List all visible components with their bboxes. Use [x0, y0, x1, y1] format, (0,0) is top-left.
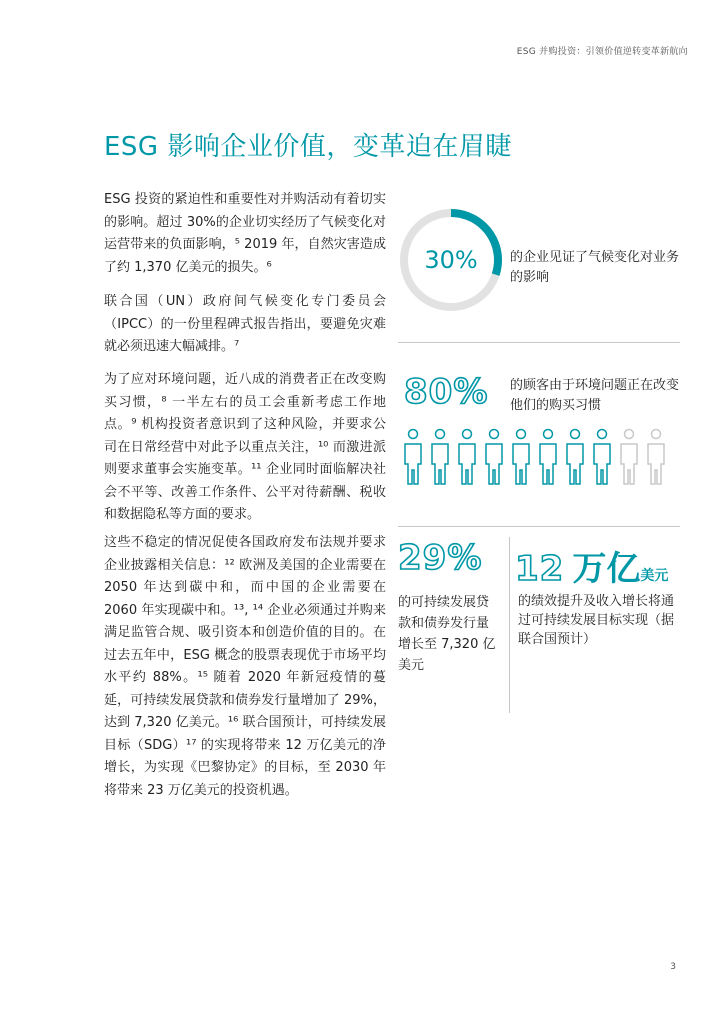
divider	[398, 526, 680, 527]
person-icon-filled	[402, 428, 424, 486]
paragraph-esg-urgency	[104, 189, 386, 279]
person-icon-filled	[483, 428, 505, 486]
vertical-divider	[509, 537, 510, 713]
sdg-stat-value	[515, 541, 668, 590]
divider	[398, 342, 680, 343]
consumer-stat-description: 的顾客由于环境问题正在改变他们的购买习惯	[510, 378, 680, 413]
person-icon-empty	[618, 428, 640, 486]
people-pictogram	[402, 428, 667, 486]
paragraph-text: 为了应对环境问题，近八成的消费者正在改变购买习惯，⁸ 一半左右的员工会重新考虑工作地点。⁹ 机构投资者意识到了这种风险，并要求公司在日常经营中对此予以重点关注，¹⁰ 而激进派则要求董事会实施变革。¹¹ 企业同时面临解决社会不平等、改善工作条件、公平对待薪酬、税收和数据隐私等方面的要求。	[104, 372, 386, 522]
sdg-stat-currency: 美元	[640, 568, 669, 584]
progress-ring-30	[398, 207, 504, 313]
loan-stat-description: 的可持续发展贷款和债券发行量增长至 7,320 亿美元	[398, 595, 496, 673]
person-icon-empty	[645, 428, 667, 486]
paragraph-text: ESG 投资的紧迫性和重要性对并购活动有着切实的影响。超过 30%的企业切实经历了气候变化对运营带来的负面影响，⁵ 2019 年，自然灾害造成了约 1,370 亿美元的损失。⁶	[104, 192, 386, 275]
person-icon-filled	[591, 428, 613, 486]
person-icon-filled	[429, 428, 451, 486]
person-icon-filled	[510, 428, 532, 486]
person-icon-filled	[564, 428, 586, 486]
paragraph-text: 这些不稳定的情况促使各国政府发布法规并要求企业披露相关信息：¹² 欧洲及美国的企业需要在 2050 年达到碳中和，而中国的企业需要在 2060 年实现碳中和。¹³, ¹⁴ 企业必须通过并购来满足监管合规、吸引资本和创造价值的目的。在过去五年中，ESG 概念的股票表现优于市场平均水平约 88%。¹⁵ 随着 2020 年新冠疫情的蔓延，可持续发展贷款和债券发行量增加了 29%，达到 7,320 亿美元。¹⁶ 联合国预计，可持续发展目标（SDG）¹⁷ 的实现将带来 12 万亿美元的净增长，为实现《巴黎协定》的目标，至 2030 年将带来 23 万亿美元的投资机遇。	[104, 535, 386, 798]
ring-description: 的企业见证了气候变化对业务的影响	[510, 250, 680, 285]
ring-value: 30%	[424, 246, 478, 274]
paragraph-regulation	[104, 532, 386, 802]
paragraph-ipcc	[104, 291, 386, 359]
paragraph-text: 联合国（UN）政府间气候变化专门委员会（IPCC）的一份里程碑式报告指出，要避免灾难就必须迅速大幅减排。⁷	[104, 294, 386, 354]
paragraph-consumers	[104, 369, 386, 527]
sdg-stat-number: 12	[515, 549, 565, 589]
loan-stat-value: 29%	[398, 538, 483, 578]
page-number: 3	[670, 962, 676, 972]
consumer-stat-value: 80%	[404, 372, 489, 412]
page-header: ESG 并购投资：引领价值逆转变革新航向	[516, 47, 688, 57]
sdg-stat-unit: 万亿	[572, 549, 641, 589]
person-icon-filled	[537, 428, 559, 486]
person-icon-filled	[456, 428, 478, 486]
page-title: ESG 影响企业价值，变革迫在眉睫	[104, 132, 512, 162]
sdg-stat-description: 的绩效提升及收入增长将通过可持续发展目标实现（据联合国预计）	[518, 594, 675, 647]
